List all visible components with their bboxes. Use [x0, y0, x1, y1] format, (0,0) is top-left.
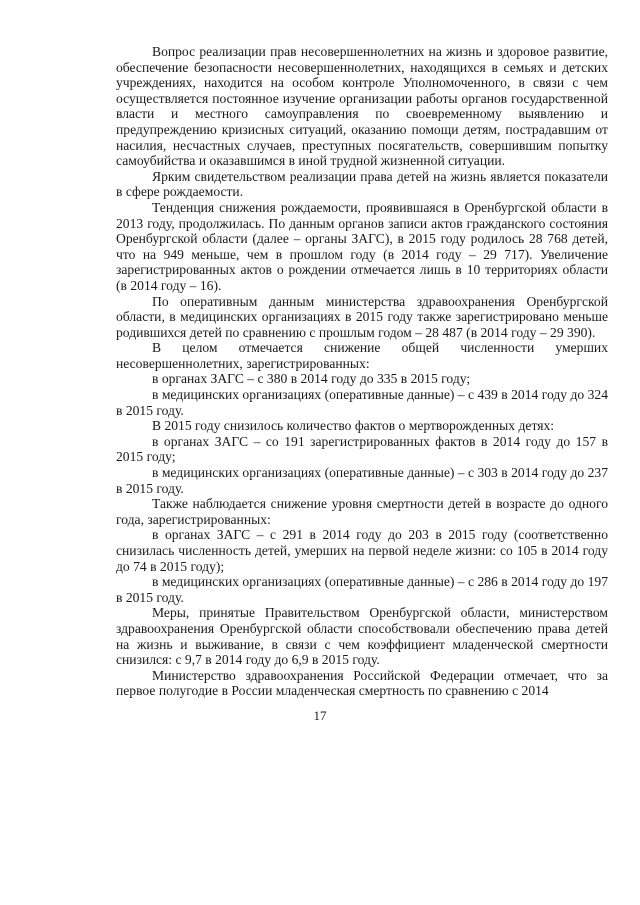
paragraph-birth-evidence: Ярким свидетельством реализации права детей на жизнь является показатели в сфере рождаемости.	[116, 168, 608, 200]
page-number: 17	[313, 708, 327, 723]
body-text	[116, 44, 608, 699]
paragraph-stillbirth-zags: в органах ЗАГС – со 191 зарегистрированных фактов в 2014 году до 157 в 2015 году;	[116, 433, 608, 465]
paragraph-infant-intro: Также наблюдается снижение уровня смертности детей в возрасте до одного года, зарегистрированных:	[116, 496, 608, 527]
paragraph-stillbirth-intro: В 2015 году снизилось количество фактов о мертворожденных детях:	[152, 418, 555, 434]
paragraph-stillbirth-medical: в медицинских организациях (оперативные данные) – с 303 в 2014 году до 237 в 2015 году.	[116, 465, 608, 496]
paragraph-deaths-zags: в органах ЗАГС – с 380 в 2014 году до 335 в 2015 году;	[152, 371, 471, 387]
paragraph-infant-medical: в медицинских организациях (оперативные данные) – с 286 в 2014 году до 197 в 2015 году.	[116, 574, 608, 605]
paragraph-deaths-medical: в медицинских организациях (оперативные данные) – с 439 в 2014 году до 324 в 2015 году.	[116, 387, 608, 418]
paragraph-deaths-intro: В целом отмечается снижение общей численности умерших несовершеннолетних, зарегистрированных:	[116, 340, 608, 371]
paragraph-measures: Меры, принятые Правительством Оренбургской области, министерством здравоохранения Оренбургской области способствовали обеспечению права детей на жизнь и выживание, в связи с чем коэффициент младенческой смертности снизился: с 9,7 в 2014 году до 6,9 в 2015 году.	[116, 605, 608, 668]
paragraph-ministry-data: По оперативным данным министерства здравоохранения Оренбургской области, в медицинских организациях в 2015 году также зарегистрировано меньше родившихся детей по сравнению с прошлым годом – 28 487 (в 2014 году – 29 390).	[116, 293, 608, 340]
paragraph-rights-health: Вопрос реализации прав несовершеннолетних на жизнь и здоровое развитие, обеспечение безопасности несовершеннолетних, находящихся в семьях и детских учреждениях, находится на особом контроле Уполномоченного, в связи с чем осуществляется постоянное изучение организации работы органов государственной власти и местного самоуправления по своевременному выявлению и предупреждению кризисных ситуаций, оказанию помощи детям, пострадавшим от насилия, несчастных случаев, преступных посягательств, совершившим попытку самоубийства и оказавшимся в иной трудной жизненной ситуации.	[116, 44, 608, 169]
paragraph-infant-zags: в органах ЗАГС – с 291 в 2014 году до 203 в 2015 году (соответственно снизилась численность детей, умерших на первой неделе жизни: со 105 в 2014 году до 74 в 2015 году);	[116, 527, 608, 574]
paragraph-ministry-rf: Министерство здравоохранения Российской Федерации отмечает, что за первое полугодие в России младенческая смертность по сравнению с 2014	[116, 667, 608, 699]
paragraph-birth-trend: Тенденция снижения рождаемости, проявившаяся в Оренбургской области в 2013 году, продолжилась. По данным органов записи актов гражданского состояния Оренбургской области (далее – органы ЗАГС), в 2015 году родилось 28 768 детей, что на 949 меньше, чем в прошлом году (в 2014 году – 29 717). Увеличение зарегистрированных актов о рождении отмечается лишь в 10 территориях области (в 2014 году – 16).	[116, 199, 608, 293]
